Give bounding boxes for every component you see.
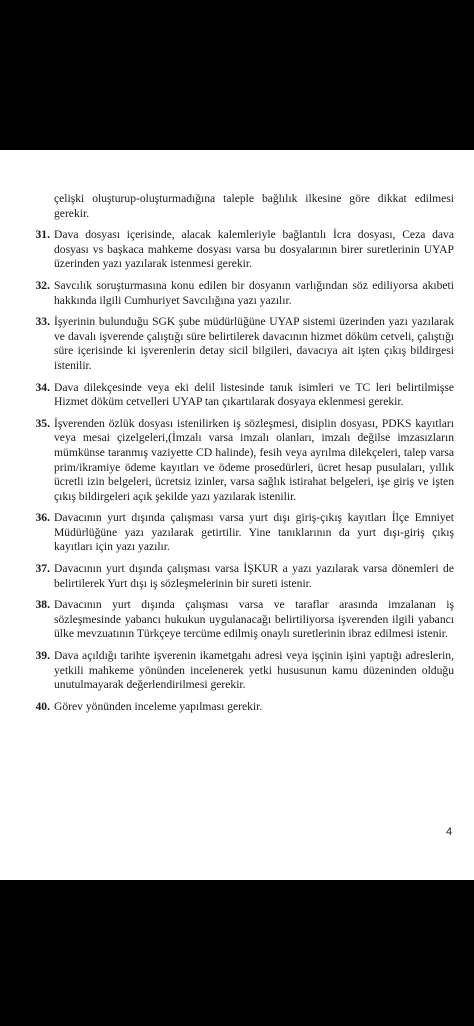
item-text: Davacının yurt dışında çalışması varsa yurt dışı giriş-çıkış kayıtları İlçe Emniyet Müdürlüğüne yazı yazılarak getirtilir. Yine tanıklarının da yurt dışı-giriş çıkış kayıtları için yazı yazılır. xyxy=(54,511,454,554)
item-text: Davacının yurt dışında çalışması varsa ve taraflar arasında imzalanan iş sözleşmesinde yabancı hukukun uygulanacağı belirtiliyorsa işverenden ilgili yabancı ülke mevzuatının Türkçeye tercüme edilmiş onaylı suretlerinin ibraz edilmesi istenir. xyxy=(54,598,454,641)
document-page xyxy=(0,150,474,880)
item-number: 37. xyxy=(35,562,50,576)
item-number: 39. xyxy=(35,649,50,663)
item-number: 31. xyxy=(35,228,50,242)
list-item-37 xyxy=(20,562,454,591)
item-number: 36. xyxy=(35,511,50,525)
item-text: Dava dosyası içerisinde, alacak kalemleriyle bağlantılı İcra dosyası, Ceza dava dosyası vs başkaca mahkeme dosyası varsa bu dosyalarının birer suretlerinin UYAP üzerinden yazı yazılarak istenmesi gerekir. xyxy=(54,228,454,271)
continuation-paragraph: çelişki oluşturup-oluşturmadığına taleple bağlılık ilkesine göre dikkat edilmesi gerekir. xyxy=(54,192,454,220)
item-text: Savcılık soruşturmasına konu edilen bir dosyanın varlığından söz ediliyorsa akıbeti hakkında ilgili Cumhuriyet Savcılığına yazı yazılır. xyxy=(54,278,454,307)
item-text: Görev yönünden inceleme yapılması gerekir. xyxy=(54,699,263,713)
item-number: 35. xyxy=(35,416,50,430)
item-number: 32. xyxy=(35,278,50,292)
item-number: 38. xyxy=(35,598,50,612)
list-item-31 xyxy=(20,228,454,272)
item-text: İşverenden özlük dosyası istenilirken iş sözleşmesi, disiplin dosyası, PDKS kayıtları veya mesai çizelgeleri,(İmzalı varsa imzalı olanları, imzalı değilse imzasızların mümkünse taranmış vaziyette CD halinde), fesih veya ayrılma dilekçeleri, talep varsa prim/ikramiye ödeme kayıtları ve ödeme prosedürleri, ücret hesap pusulaları, yıllık ücretli izin belgeleri, ücretsiz izinler, varsa sağlık istirahat belgeleri, işe giriş ve işten çıkış bildirgeleri açık şekilde yazı yazılarak istenilir. xyxy=(54,416,454,503)
top-black-bar xyxy=(0,0,474,150)
list-item-33 xyxy=(20,315,454,373)
item-text: Dava dilekçesinde veya eki delil listesinde tanık isimleri ve TC leri belirtilmişse Hizmet döküm cetvelleri UYAP tan çıkartılarak dosyaya eklenmesi gerekir. xyxy=(54,380,454,409)
list-item-36 xyxy=(20,511,454,555)
list-item-35 xyxy=(20,417,454,505)
item-number: 34. xyxy=(35,380,50,394)
page-number: 4 xyxy=(446,826,453,838)
item-text: Davacının yurt dışında çalışması varsa İŞKUR a yazı yazılarak varsa dönemleri de belirtilerek Yurt dışı iş sözleşmelerinin bir sureti istenir. xyxy=(54,562,454,590)
list-item-32 xyxy=(20,279,454,308)
document-content xyxy=(20,192,454,721)
item-text: İşyerinin bulunduğu SGK şube müdürlüğüne UYAP sistemi üzerinden yazı yazılarak ve davalı işverende çalıştığı süre belirtilerek davacının hizmet döküm cetveli, çalıştığı süre içerisinde ki işverenlerin detay sicil bilgileri, davacıya ait işten çıkış bildirgesi istenilir. xyxy=(54,315,454,372)
list-item-34 xyxy=(20,381,454,410)
list-item-40 xyxy=(20,700,454,715)
list-item-38 xyxy=(20,598,454,642)
item-number: 40. xyxy=(35,699,50,713)
item-number: 33. xyxy=(35,315,50,329)
list-item-39 xyxy=(20,649,454,693)
bottom-black-bar xyxy=(0,880,474,1026)
item-text: Dava açıldığı tarihte işverenin ikametgahı adresi veya işçinin işini yaptığı adreslerin, yetkili mahkeme yönünden incelenerek yetki hususunun kamu düzeninden olduğu unutulmayarak değerlendirilmesi gerekir. xyxy=(54,649,454,692)
